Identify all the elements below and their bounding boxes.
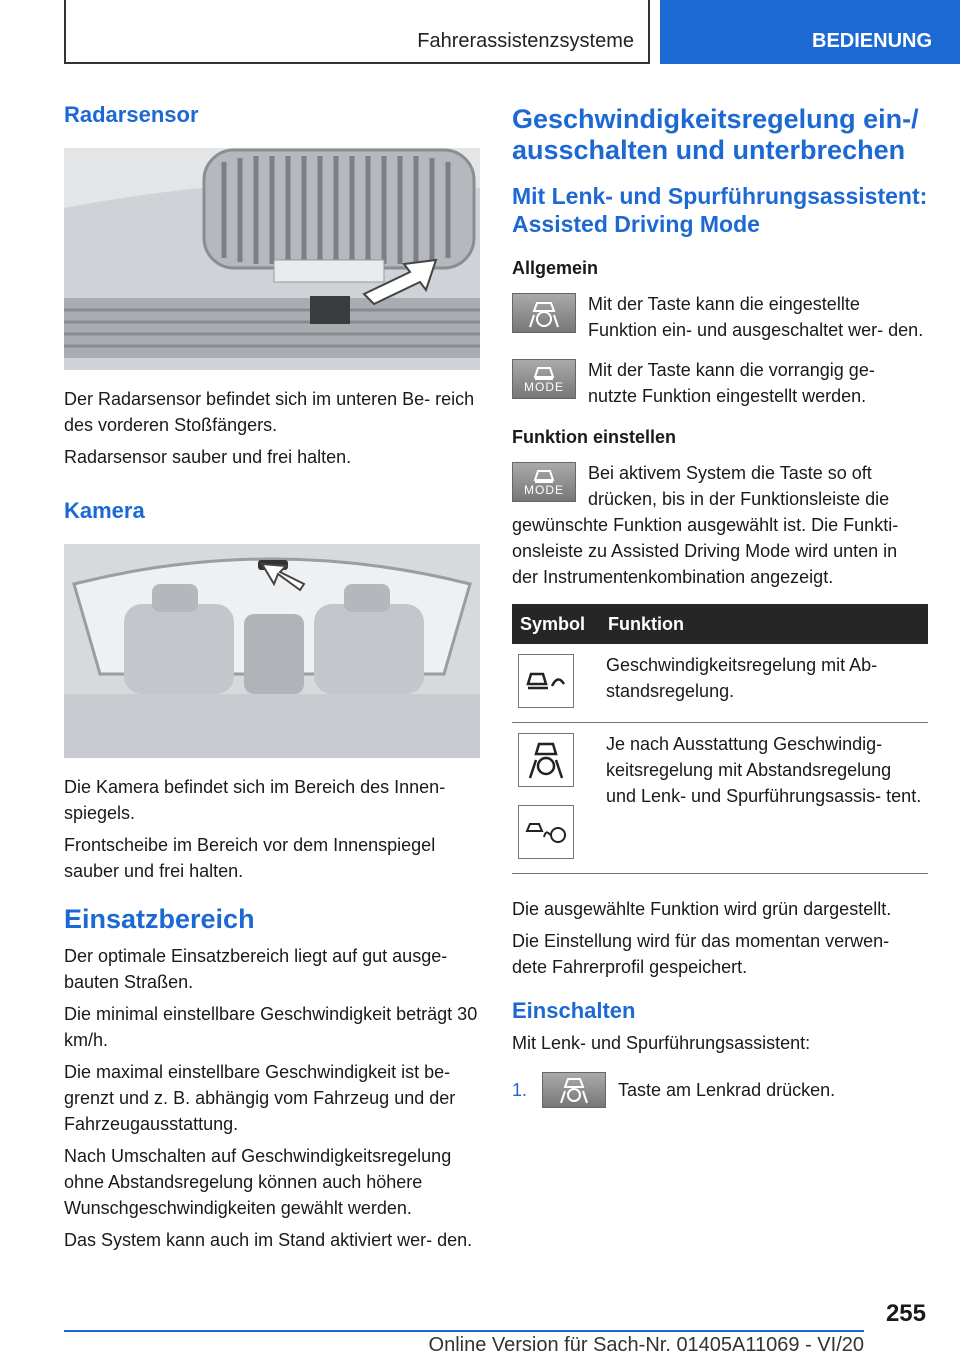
- steering-assist-description: Je nach Ausstattung Geschwindig- keitsregelung mit Abstandsregelung und Lenk- und Spurführungsassis- tent.: [600, 723, 928, 874]
- profile-saved-text: Die Einstellung wird für das momentan verwen- dete Fahrerprofil gespeichert.: [512, 931, 890, 977]
- selected-green-text: Die ausgewählte Funktion wird grün dargestellt.: [512, 899, 892, 919]
- camera-care-text: Frontscheibe im Bereich vor dem Innenspiegel sauber und frei halten.: [64, 835, 436, 881]
- steering-wheel-button-icon: [542, 1072, 606, 1108]
- header-section-tab: [64, 0, 650, 64]
- acc-distance-description: Geschwindigkeitsregelung mit Ab- standsregelung.: [600, 644, 928, 723]
- camera-heading: Kamera: [64, 498, 145, 523]
- footer-divider: [64, 1330, 864, 1332]
- assist-button-icon: [512, 293, 576, 333]
- cruise-control-heading: Geschwindigkeitsregelung ein-/ ausschalten und unterbrechen: [512, 104, 919, 165]
- mode-label-2: MODE: [524, 483, 564, 497]
- step-number: 1.: [512, 1079, 528, 1100]
- header-section-title: Fahrerassistenzsysteme: [417, 30, 634, 52]
- function-setting-row: [512, 460, 928, 590]
- onoff-button-row: [512, 291, 928, 343]
- header-chapter-title: BEDIENUNG: [812, 30, 933, 52]
- left-column: [64, 100, 480, 1259]
- general-heading: Allgemein: [512, 258, 599, 278]
- header-chapter-tab: [660, 0, 960, 64]
- function-setting-text: Bei aktivem System die Taste so oft drücken, bis in der Funktionsleiste die gewünschte Funktion ausgewählt ist. Die Funkti- onsleiste zu Assisted Driving Mode wird unten in der Instrumentenkombination angezeigt.: [512, 463, 899, 587]
- table-header-row: [512, 604, 928, 644]
- footer-text: Online Version für Sach-Nr. 01405A11069 - VI/20: [428, 1334, 864, 1356]
- step-text: Taste am Lenkrad drücken.: [618, 1079, 836, 1100]
- camera-image: [64, 544, 480, 758]
- switch-on-intro: Mit Lenk- und Spurführungsassistent:: [512, 1033, 811, 1053]
- table-row: [512, 723, 928, 874]
- symbol-function-table: [512, 604, 928, 874]
- steering-distance-icon: [518, 805, 574, 859]
- range-heading: Einsatzbereich: [64, 904, 255, 934]
- range-max-speed-text: Die maximal einstellbare Geschwindigkeit ist be- grenzt und z. B. abhängig vom Fahrzeug und der Fahrzeugausstattung.: [64, 1062, 456, 1134]
- radar-heading: Radarsensor: [64, 102, 199, 127]
- mode-label: MODE: [524, 380, 564, 394]
- range-min-speed-text: Die minimal einstellbare Geschwindigkeit beträgt 30 km/h.: [64, 1004, 478, 1050]
- assisted-driving-heading: Mit Lenk- und Spurführungsassistent: Assisted Driving Mode: [512, 183, 928, 237]
- acc-distance-icon: [518, 654, 574, 708]
- radar-location-text: Der Radarsensor befindet sich im unteren Be- reich des vorderen Stoßfängers.: [64, 389, 475, 435]
- radar-sensor-image: [64, 148, 480, 370]
- steering-assist-icon: [518, 733, 574, 787]
- mode-text: Mit der Taste kann die vorrangig ge- nutzte Funktion eingestellt werden.: [588, 360, 875, 406]
- right-column: [512, 104, 928, 1108]
- page-number: 255: [885, 1300, 926, 1327]
- mode-button-icon-2: [512, 462, 576, 502]
- switch-on-heading: Einschalten: [512, 998, 636, 1023]
- function-column-header: Funktion: [600, 604, 928, 644]
- mode-button-icon: [512, 359, 576, 399]
- function-setting-heading: Funktion einstellen: [512, 427, 677, 447]
- camera-location-text: Die Kamera befindet sich im Bereich des Innen- spiegels.: [64, 777, 446, 823]
- table-row: [512, 644, 928, 723]
- symbol-column-header: Symbol: [512, 604, 600, 644]
- range-switch-text: Nach Umschalten auf Geschwindigkeitsregelung ohne Abstandsregelung können auch höhere Wunschgeschwindigkeiten gewählt werden.: [64, 1146, 452, 1218]
- range-standstill-text: Das System kann auch im Stand aktiviert wer- den.: [64, 1230, 473, 1250]
- radar-care-text: Radarsensor sauber und frei halten.: [64, 447, 352, 467]
- range-optimal-text: Der optimale Einsatzbereich liegt auf gut ausge- bauten Straßen.: [64, 946, 448, 992]
- step-1: [512, 1072, 928, 1108]
- onoff-text: Mit der Taste kann die eingestellte Funktion ein- und ausgeschaltet wer- den.: [588, 294, 924, 340]
- mode-button-row: [512, 357, 928, 409]
